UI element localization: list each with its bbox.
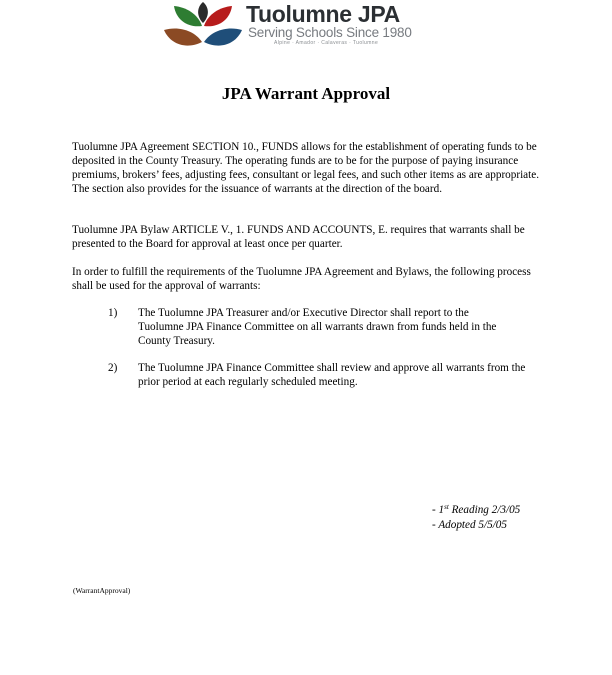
list-item-text: The Tuolumne JPA Finance Committee shall review and approve all warrants from the prior period at each regularly scheduled meeting. xyxy=(138,362,526,388)
adopted-date: - Adopted 5/5/05 xyxy=(432,519,507,531)
logo-counties: Alpine · Amador · Calaveras · Tuolumne xyxy=(274,40,379,46)
logo-title: Tuolumne JPA xyxy=(246,1,400,27)
document-reference: (WarrantApproval) xyxy=(73,586,131,595)
reading-suffix: Reading 2/3/05 xyxy=(448,504,521,516)
paragraph-bylaw: Tuolumne JPA Bylaw ARTICLE V., 1. FUNDS AND ACCOUNTS, E. requires that warrants shall be presented to the Board for approval at least once per quarter. xyxy=(72,224,525,250)
paragraph-process: In order to fulfill the requirements of the Tuolumne JPA Agreement and Bylaws, the following process shall be used for the approval of warrants: xyxy=(72,266,531,292)
page-title: JPA Warrant Approval xyxy=(221,84,391,103)
paragraph-funds: Tuolumne JPA Agreement SECTION 10., FUNDS allows for the establishment of operating funds to be deposited in the County Treasury. The operating funds are to be for the purpose of paying insurance premiums, brokers’ fees, adjusting fees, consultant or legal fees, and such other items as are appropriate. The section also provides for the issuance of warrants at the direction of the board. xyxy=(72,141,540,195)
logo-tagline: Serving Schools Since 1980 xyxy=(248,25,412,40)
reading-prefix: - 1 xyxy=(432,504,445,516)
lotus-logo-icon xyxy=(162,0,244,52)
reading-superscript: st xyxy=(444,503,449,511)
list-item-number: 2) xyxy=(108,362,118,374)
list-item-number: 1) xyxy=(108,307,118,319)
list-item-text: The Tuolumne JPA Treasurer and/or Executive Director shall report to the Tuolumne JPA Finance Committee on all warrants drawn from funds held in the County Treasury. xyxy=(138,307,497,347)
first-reading-date xyxy=(432,503,520,517)
logo xyxy=(162,0,412,52)
